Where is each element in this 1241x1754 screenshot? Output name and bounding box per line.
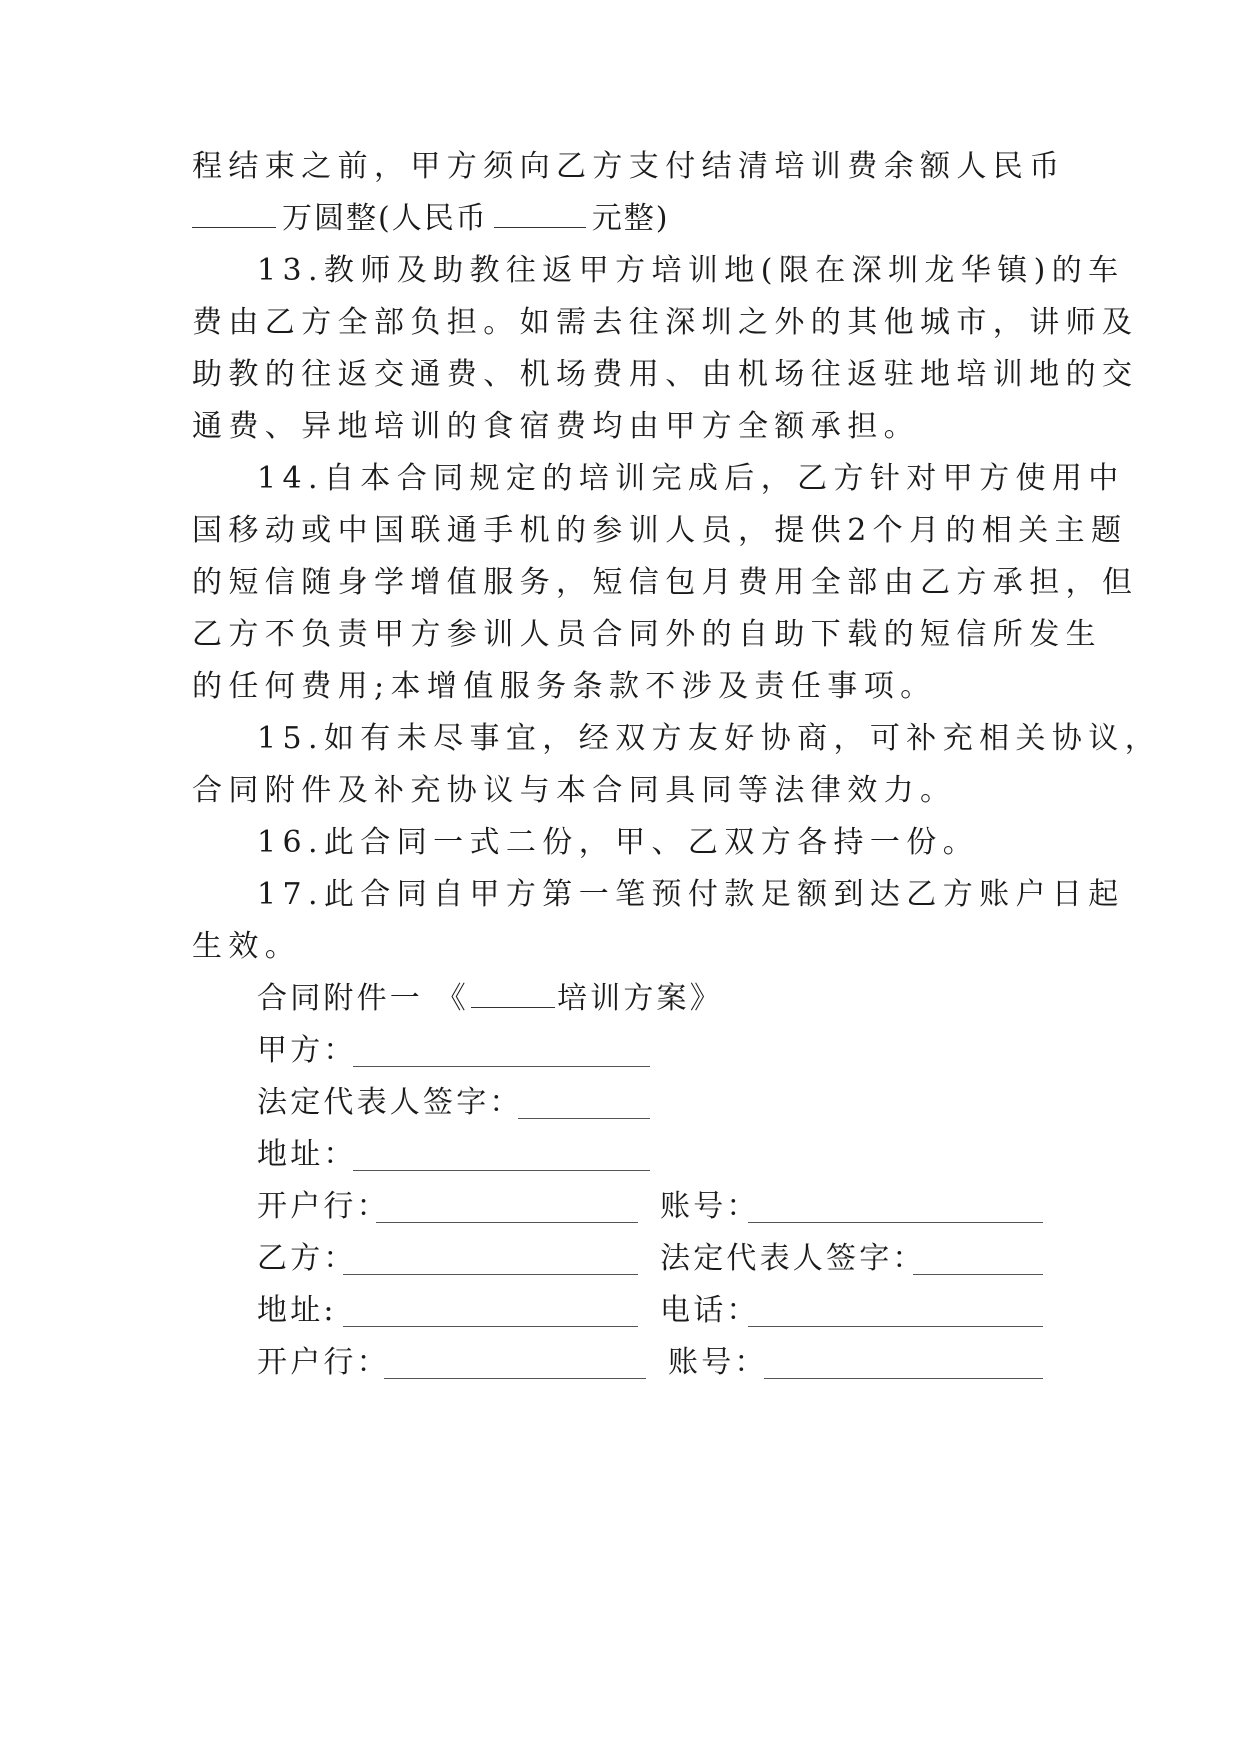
paragraph-text: 生效。 bbox=[192, 929, 302, 964]
paragraph-text: 15.如有未尽事宜，经双方友好协商，可补充相关协议， bbox=[257, 721, 1162, 756]
clause-16-line bbox=[257, 821, 1052, 865]
address-a-blank bbox=[353, 1170, 650, 1171]
paragraph-line bbox=[192, 769, 1052, 813]
party-b-label: 乙方： bbox=[257, 1241, 357, 1276]
paragraph-text: 乙方不负责甲方参训人员合同外的自助下载的短信所发生 bbox=[192, 617, 1102, 652]
account-a-label: 账号： bbox=[660, 1189, 760, 1224]
paragraph-line bbox=[192, 509, 1128, 553]
party-a-blank bbox=[353, 1066, 650, 1067]
paragraph-line bbox=[192, 665, 1052, 709]
attachment-name-blank bbox=[471, 979, 555, 1008]
address-b-label: 地址: bbox=[257, 1293, 337, 1328]
bank-a-label: 开户行： bbox=[257, 1189, 390, 1224]
paragraph-text: 费由乙方全部负担。如需去往深圳之外的其他城市，讲师及 bbox=[192, 305, 1139, 340]
legal-rep-a-label: 法定代表人签字： bbox=[257, 1085, 523, 1120]
clause-17-line bbox=[257, 873, 1125, 917]
paragraph-text: 程结束之前，甲方须向乙方支付结清培训费余额人民币 bbox=[192, 149, 1066, 184]
address-a-label: 地址： bbox=[257, 1137, 357, 1172]
paragraph-text: 合同附件及补充协议与本合同具同等法律效力。 bbox=[192, 773, 957, 808]
party-b-blank bbox=[343, 1274, 638, 1275]
clause-15-line bbox=[257, 717, 1162, 761]
paragraph-text: 16.此合同一式二份，甲、乙双方各持一份。 bbox=[257, 825, 980, 860]
paragraph-line bbox=[192, 145, 1066, 189]
clause-13-line bbox=[257, 249, 1125, 293]
bank-b-blank bbox=[384, 1378, 646, 1379]
party-a-label: 甲方： bbox=[257, 1033, 357, 1068]
account-b-label: 账号： bbox=[668, 1345, 768, 1380]
clause-14-line bbox=[257, 457, 1125, 501]
account-b-blank bbox=[764, 1378, 1043, 1379]
paragraph-text: 国移动或中国联通手机的参训人员，提供2个月的相关主题 bbox=[192, 513, 1128, 548]
legal-rep-b-label: 法定代表人签字： bbox=[660, 1241, 926, 1276]
paragraph-line bbox=[192, 561, 1139, 605]
paragraph-line bbox=[192, 301, 1139, 345]
paragraph-line bbox=[192, 405, 1052, 449]
legal-rep-a-blank bbox=[518, 1118, 650, 1119]
phone-b-label: 电话： bbox=[660, 1293, 760, 1328]
phone-b-blank bbox=[748, 1326, 1043, 1327]
address-b-blank bbox=[343, 1326, 638, 1327]
paragraph-text: 13.教师及助教往返甲方培训地(限在深圳龙华镇)的车 bbox=[257, 253, 1125, 288]
legal-rep-b-blank bbox=[913, 1274, 1043, 1275]
paragraph-text: 元整) bbox=[591, 201, 670, 236]
attachment-suffix: 培训方案》 bbox=[556, 981, 723, 1016]
attachment-prefix: 合同附件一 《 bbox=[257, 981, 469, 1016]
paragraph-line bbox=[192, 925, 1052, 969]
paragraph-text: 助教的往返交通费、机场费用、由机场往返驻地培训地的交 bbox=[192, 357, 1139, 392]
paragraph-line bbox=[192, 353, 1139, 397]
bank-a-blank bbox=[376, 1222, 638, 1223]
paragraph-text: 14.自本合同规定的培训完成后，乙方针对甲方使用中 bbox=[257, 461, 1125, 496]
attachment-line bbox=[257, 977, 1052, 1021]
amount-blank-wan bbox=[192, 199, 276, 228]
bank-b-label: 开户行： bbox=[257, 1345, 390, 1380]
account-a-blank bbox=[748, 1222, 1043, 1223]
paragraph-text: 通费、异地培训的食宿费均由甲方全额承担。 bbox=[192, 409, 920, 444]
paragraph-text: 的短信随身学增值服务，短信包月费用全部由乙方承担，但 bbox=[192, 565, 1139, 600]
paragraph-text: 万圆整(人民币 bbox=[282, 201, 488, 236]
paragraph-line bbox=[192, 613, 1102, 657]
amount-blank-yuan bbox=[494, 199, 586, 228]
paragraph-text: 17.此合同自甲方第一笔预付款足额到达乙方账户日起 bbox=[257, 877, 1125, 912]
payment-balance-line bbox=[192, 197, 1052, 241]
paragraph-text: 的任何费用;本增值服务条款不涉及责任事项。 bbox=[192, 669, 937, 704]
